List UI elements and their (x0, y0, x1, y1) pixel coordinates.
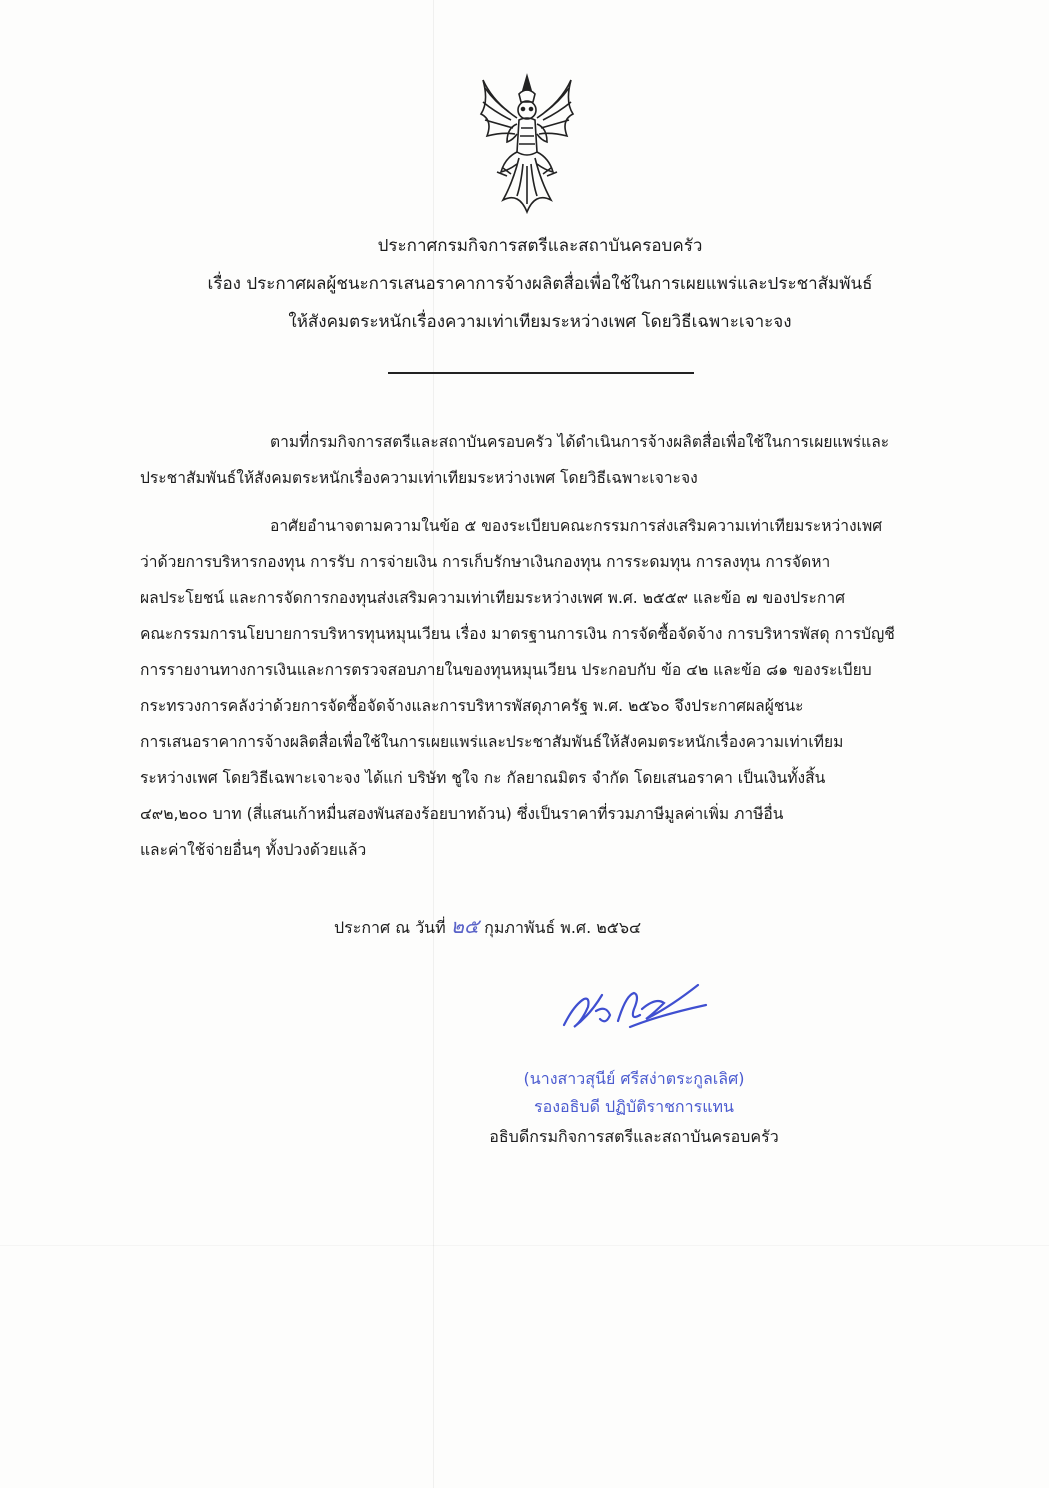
garuda-emblem-icon (473, 72, 581, 222)
paragraph-line: คณะกรรมการนโยบายการบริหารทุนหมุนเวียน เรื่อง มาตรฐานการเงิน การจัดซื้อจัดจ้าง การบริหารพัสดุ การบัญชี (140, 625, 895, 643)
scan-fold-line (0, 1245, 1049, 1246)
header-divider (388, 372, 694, 374)
paragraph-line: และค่าใช้จ่ายอื่นๆ ทั้งปวงด้วยแล้ว (140, 841, 367, 859)
signature-image (560, 975, 710, 1045)
paragraph-1 (140, 424, 945, 496)
paragraph-2 (140, 508, 945, 868)
date-prefix: ประกาศ ณ วันที่ (334, 918, 446, 937)
signer-name: (นางสาวสุนีย์ ศรีสง่าตระกูลเลิศ) (523, 1069, 745, 1088)
paragraph-line: การรายงานทางการเงินและการตรวจสอบภายในของทุนหมุนเวียน ประกอบกับ ข้อ ๔๒ และข้อ ๘๑ ของระเบียบ (140, 661, 872, 679)
signer-position: รองอธิบดี ปฏิบัติราชการแทน (534, 1097, 734, 1116)
header-line-3: ให้สังคมตระหนักเรื่องความเท่าเทียมระหว่างเพศ โดยวิธีเฉพาะเจาะจง (288, 312, 792, 332)
paragraph-line: ระหว่างเพศ โดยวิธีเฉพาะเจาะจง ได้แก่ บริษัท ชูใจ กะ กัลยาณมิตร จำกัด โดยเสนอราคา เป็นเงินทั้งสิ้น (140, 769, 826, 787)
paragraph-line: กระทรวงการคลังว่าด้วยการจัดซื้อจัดจ้างและการบริหารพัสดุภาครัฐ พ.ศ. ๒๕๖๐ จึงประกาศผลผู้ชนะ (140, 697, 804, 715)
date-month-year: กุมภาพันธ์ พ.ศ. ๒๕๖๔ (484, 918, 642, 937)
paragraph-line: ผลประโยชน์ และการจัดการกองทุนส่งเสริมความเท่าเทียมระหว่างเพศ พ.ศ. ๒๕๕๙ และข้อ ๗ ของประกาศ (140, 589, 846, 607)
signer-title: อธิบดีกรมกิจการสตรีและสถาบันครอบครัว (489, 1127, 779, 1146)
paragraph-line: ประชาสัมพันธ์ให้สังคมตระหนักเรื่องความเท่าเทียมระหว่างเพศ โดยวิธีเฉพาะเจาะจง (140, 469, 698, 487)
paragraph-line: ว่าด้วยการบริหารกองทุน การรับ การจ่ายเงิน การเก็บรักษาเงินกองทุน การระดมทุน การลงทุน การจัดหา (140, 553, 831, 571)
header-line-2: เรื่อง ประกาศผลผู้ชนะการเสนอราคาการจ้างผลิตสื่อเพื่อใช้ในการเผยแพร่และประชาสัมพันธ์ (207, 274, 873, 294)
paragraph-line: อาศัยอำนาจตามความในข้อ ๕ ของระเบียบคณะกรรมการส่งเสริมความเท่าเทียมระหว่างเพศ (270, 517, 883, 535)
paragraph-line: ๔๙๒,๒๐๐ บาท (สี่แสนเก้าหมื่นสองพันสองร้อยบาทถ้วน) ซึ่งเป็นราคาที่รวมภาษีมูลค่าเพิ่ม ภาษีอื่น (140, 805, 784, 823)
paragraph-line: การเสนอราคาการจ้างผลิตสื่อเพื่อใช้ในการเผยแพร่และประชาสัมพันธ์ให้สังคมตระหนักเรื่องความเท่าเทียม (140, 733, 844, 751)
date-day-handwritten: ๒๕ (450, 914, 480, 938)
header-line-1: ประกาศกรมกิจการสตรีและสถาบันครอบครัว (377, 236, 703, 256)
paragraph-line: ตามที่กรมกิจการสตรีและสถาบันครอบครัว ได้ดำเนินการจ้างผลิตสื่อเพื่อใช้ในการเผยแพร่และ (270, 433, 890, 451)
announcement-date (334, 910, 641, 942)
